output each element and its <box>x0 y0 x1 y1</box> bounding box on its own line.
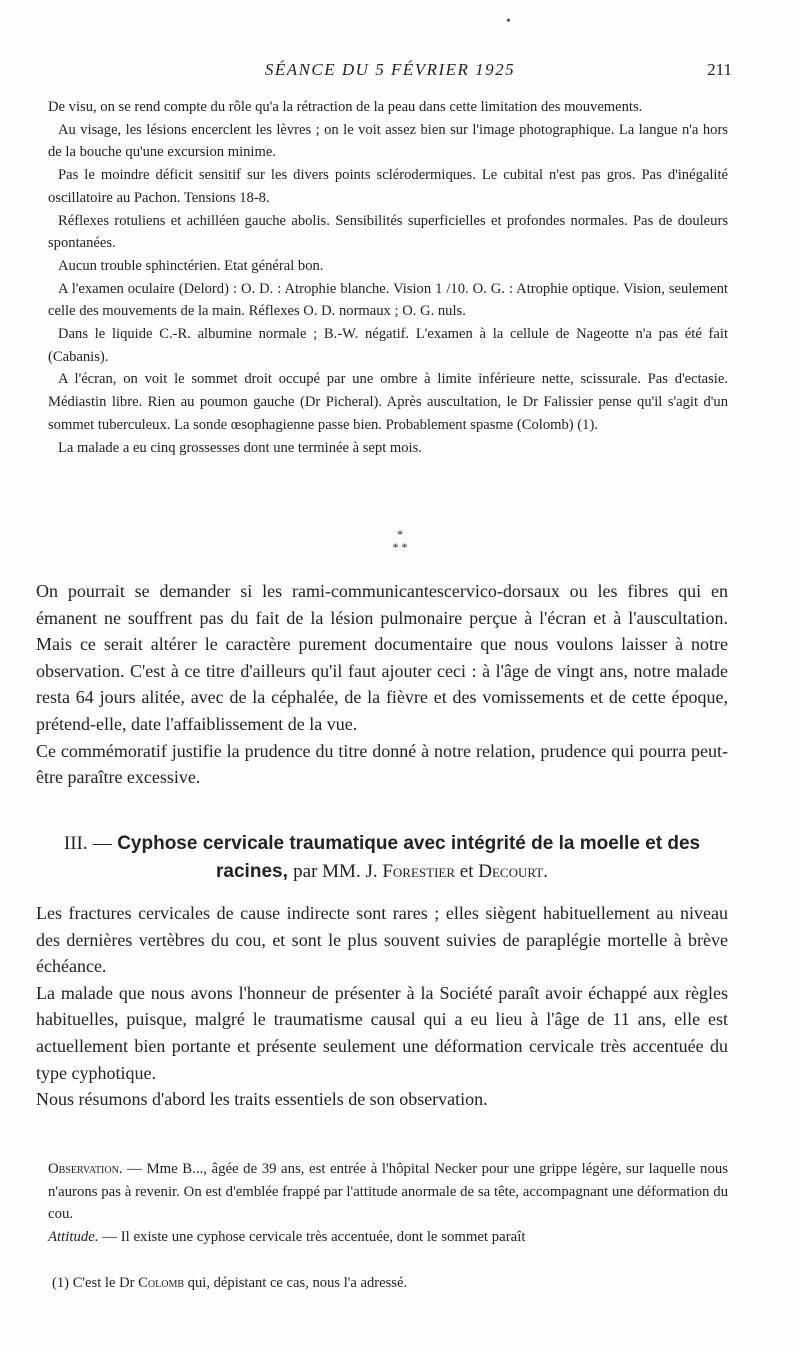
running-head-title: SÉANCE DU 5 FÉVRIER 1925 <box>264 60 516 79</box>
case-report-continuation <box>48 96 728 459</box>
running-head <box>48 60 732 90</box>
paragraph: A l'écran, on voit le sommet droit occupé par une ombre à limite inférieure nette, scissurale. Pas d'ectasie. Médiastin libre. Rien au poumon gauche (Dr Picheral). Après auscultation, le Dr Falissier pense qu'il s'agit d'un sommet tuberculeux. La sonde œsophagienne passe bien. Probablement spasme (Colomb) (1). <box>48 371 728 433</box>
paragraph: La malade que nous avons l'honneur de présenter à la Société paraît avoir échappé aux règles habituelles, puisque, malgré le traumatisme causal qui a eu lieu à l'âge de 11 ans, elle est actuellement bien portante et présente seulement une déformation cervicale très accentuée du type cyphotique. <box>36 982 728 1083</box>
footnote-marker: (1) <box>52 1275 70 1291</box>
observation-label: Observation. <box>48 1161 123 1177</box>
paragraph: Nous résumons d'abord les traits essentiels de son observation. <box>36 1089 488 1110</box>
paragraph: Réflexes rotuliens et achilléen gauche abolis. Sensibilités superficielles et profondes normales. Pas de douleurs spontanées. <box>48 212 728 252</box>
section-body <box>36 900 728 1113</box>
footnote: (1) C'est le Dr Colomb qui, dépistant ce cas, nous l'a adressé. <box>52 1275 408 1291</box>
attitude-label: Attitude. <box>48 1228 99 1245</box>
section-separator: * * * <box>392 527 408 554</box>
paragraph: Les fractures cervicales de cause indirecte sont rares ; elles siègent habituellement au niveau des dernières vertèbres du cou, et sont le plus souvent suivies de paraplégie mortelle à brève échéance. <box>36 903 728 977</box>
paragraph: La malade a eu cinq grossesses dont une terminée à sept mois. <box>58 439 422 456</box>
paragraph: Pas le moindre déficit sensitif sur les divers points sclérodermiques. Le cubital n'est pas gros. Pas d'inégalité oscillatoire au Pachon. Tensions 18-8. <box>48 167 728 206</box>
paragraph: Aucun trouble sphinctérien. Etat général bon. <box>58 257 324 274</box>
section-title-text: Cyphose cervicale traumatique avec intégrité de la moelle et des racines, <box>117 833 701 882</box>
section-number: III. <box>63 833 88 854</box>
author-name: Decourt <box>478 861 544 882</box>
discussion-text <box>36 578 728 791</box>
paragraph: De visu, on se rend compte du rôle qu'a la rétraction de la peau dans cette limitation des mouvements. <box>48 99 643 115</box>
observation-block <box>48 1158 728 1248</box>
paragraph: Ce commémoratif justifie la prudence du titre donné à notre relation, prudence qui pourra peut-être paraître excessive. <box>36 740 728 788</box>
paragraph: Attitude. — Il existe une cyphose cervicale très accentuée, dont le sommet paraît <box>48 1228 526 1245</box>
paragraph: Observation. — Mme B..., âgée de 39 ans, est entrée à l'hôpital Necker pour une grippe légère, sur laquelle nous n'aurons pas à revenir. On est d'emblée frappé par l'attitude anormale de sa tête, accompagnant une déformation du cou. <box>48 1161 728 1223</box>
section-heading: III. — Cyphose cervicale traumatique avec intégrité de la moelle et des racines, par MM. J. Forestier et Decourt. <box>63 833 701 882</box>
footnote-name: Colomb <box>138 1275 185 1291</box>
paragraph: On pourrait se demander si les rami-communicantescervico-dorsaux ou les fibres qui en émanent ne souffrent pas du fait de la lésion pulmonaire perçue à l'écran et à l'auscultation. Mais ce serait altérer le caractère purement documentaire que nous voulons laisser à notre observation. C'est à ce titre d'ailleurs qu'il faut ajouter ceci : à l'âge de vingt ans, notre malade resta 64 jours alitée, avec de la céphalée, de la fièvre et des vomissements et de cette époque, prétend-elle, date l'affaiblissement de la vue. <box>36 581 728 734</box>
print-dot: • <box>506 14 511 29</box>
paragraph: A l'examen oculaire (Delord) : O. D. : Atrophie blanche. Vision 1 /10. O. G. : Atrophie optique. Vision, seulement celle des mouvements de la main. Réflexes O. D. normaux ; O. G. nuls. <box>48 280 728 320</box>
byline: par MM. J. Forestier et Decourt. <box>293 861 548 882</box>
page-number: 211 <box>707 60 732 79</box>
paragraph: Dans le liquide C.-R. albumine normale ; B.-W. négatif. L'examen à la cellule de Nageotte n'a pas été fait (Cabanis). <box>48 326 728 365</box>
paragraph: Au visage, les lésions encerclent les lèvres ; on le voit assez bien sur l'image photographique. La langue n'a hors de la bouche qu'une excursion minime. <box>48 121 728 161</box>
author-name: Forestier <box>382 861 456 882</box>
